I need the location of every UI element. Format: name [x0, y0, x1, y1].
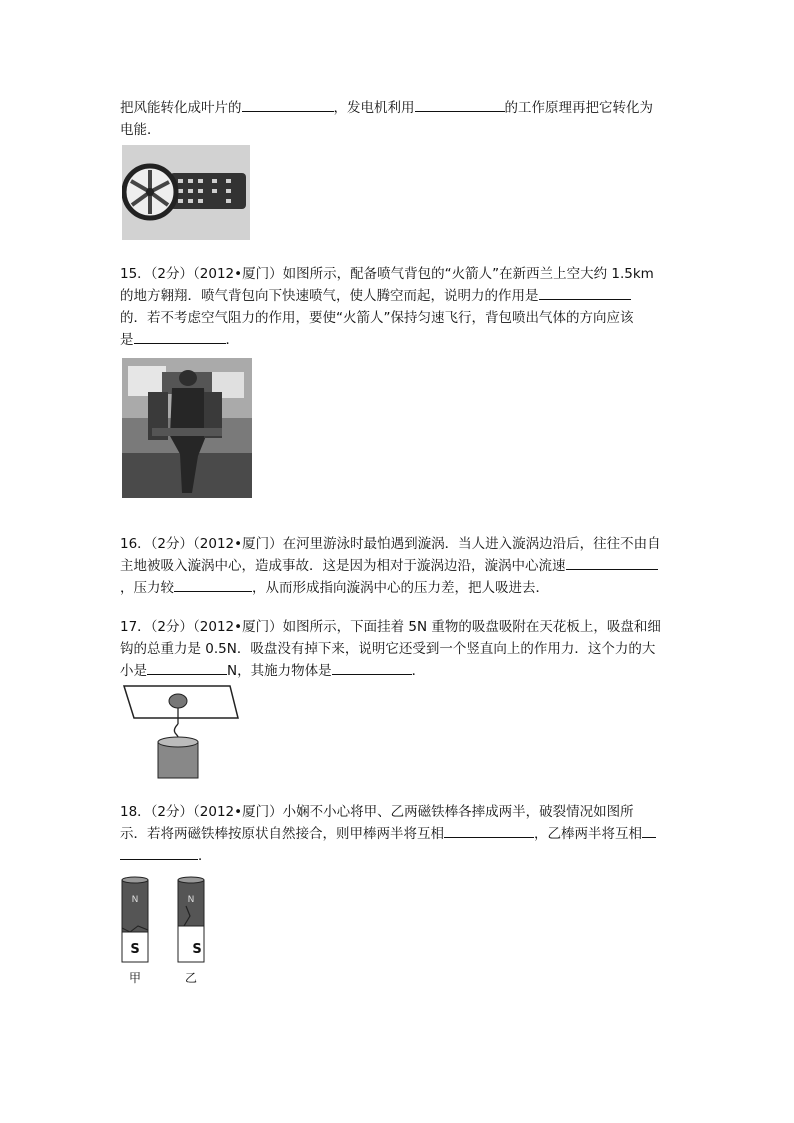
- q15-line1: 15．（2分）（2012•厦门）如图所示，配备喷气背包的“火箭人”在新西兰上空大约 1.5km: [120, 266, 654, 282]
- suction-cup-figure: [120, 682, 240, 782]
- rocket-man-photo: [122, 358, 252, 498]
- q14-line2: 电能．: [120, 122, 161, 138]
- text: ，乙棒两半将互相: [534, 826, 642, 842]
- q16-line3: [120, 578, 549, 598]
- answer-blank[interactable]: [134, 330, 226, 344]
- q14-line1: [120, 98, 653, 118]
- text: N，其施力物体是: [227, 663, 332, 679]
- q15-line2: [120, 286, 631, 306]
- pole-n-label-jia: N: [131, 895, 139, 905]
- wind-generator-figure: [122, 145, 250, 240]
- q18-line3: [120, 846, 212, 866]
- q17-line3: [120, 661, 425, 681]
- q16-line1: 16．（2分）（2012•厦门）在河里游泳时最怕遇到漩涡．当人进入漩涡边沿后，往往不由自: [120, 536, 661, 552]
- text: 示．若将两磁铁棒按原状自然接合，则甲棒两半将互相: [120, 826, 444, 842]
- pole-n-label-yi: N: [187, 895, 195, 905]
- broken-magnets-figure: [118, 876, 218, 988]
- answer-blank[interactable]: [120, 846, 198, 860]
- answer-blank[interactable]: [332, 661, 412, 675]
- text: ．: [411, 663, 426, 679]
- text: ．: [198, 848, 212, 864]
- q18-line2: [120, 824, 656, 844]
- text: ，从而形成指向漩涡中心的压力差，把人吸进去．: [252, 580, 549, 596]
- answer-blank[interactable]: [415, 98, 505, 112]
- answer-blank[interactable]: [147, 661, 227, 675]
- text: 主地被吸入漩涡中心，造成事故．这是因为相对于漩涡边沿，漩涡中心流速: [120, 558, 566, 574]
- q17-line2: 钩的总重力是 0.5N．吸盘没有掉下来，说明它还受到一个竖直向上的作用力．这个力的大: [120, 641, 656, 657]
- answer-blank[interactable]: [444, 824, 534, 838]
- q15-line3: 的．若不考虑空气阻力的作用，要使“火箭人”保持匀速飞行，背包喷出气体的方向应该: [120, 310, 634, 326]
- answer-blank[interactable]: [642, 824, 656, 838]
- text: 的工作原理再把它转化为: [504, 100, 653, 116]
- magnet-label-yi: 乙: [184, 971, 198, 985]
- text: ．: [225, 332, 239, 348]
- pole-s-label-jia: S: [130, 942, 140, 957]
- text: 小是: [120, 663, 147, 679]
- q17-line1: 17．（2分）（2012•厦门）如图所示，下面挂着 5N 重物的吸盘吸附在天花板上，吸盘和细: [120, 619, 661, 635]
- text: 的地方翱翔．喷气背包向下快速喷气，使人腾空而起，说明力的作用是: [120, 288, 539, 304]
- text: 是: [120, 332, 134, 348]
- answer-blank[interactable]: [242, 98, 334, 112]
- q15-line4: [120, 330, 239, 350]
- pole-s-label-yi: S: [192, 942, 202, 957]
- answer-blank[interactable]: [174, 578, 252, 592]
- q16-line2: [120, 556, 658, 576]
- q18-line1: 18．（2分）（2012•厦门）小娴不小心将甲、乙两磁铁棒各摔成两半，破裂情况如图所: [120, 804, 634, 820]
- answer-blank[interactable]: [539, 286, 631, 300]
- text: ，压力较: [120, 580, 174, 596]
- text: 把风能转化成叶片的: [120, 100, 242, 116]
- magnet-label-jia: 甲: [128, 971, 142, 985]
- text: ，发电机利用: [333, 100, 415, 116]
- answer-blank[interactable]: [566, 556, 658, 570]
